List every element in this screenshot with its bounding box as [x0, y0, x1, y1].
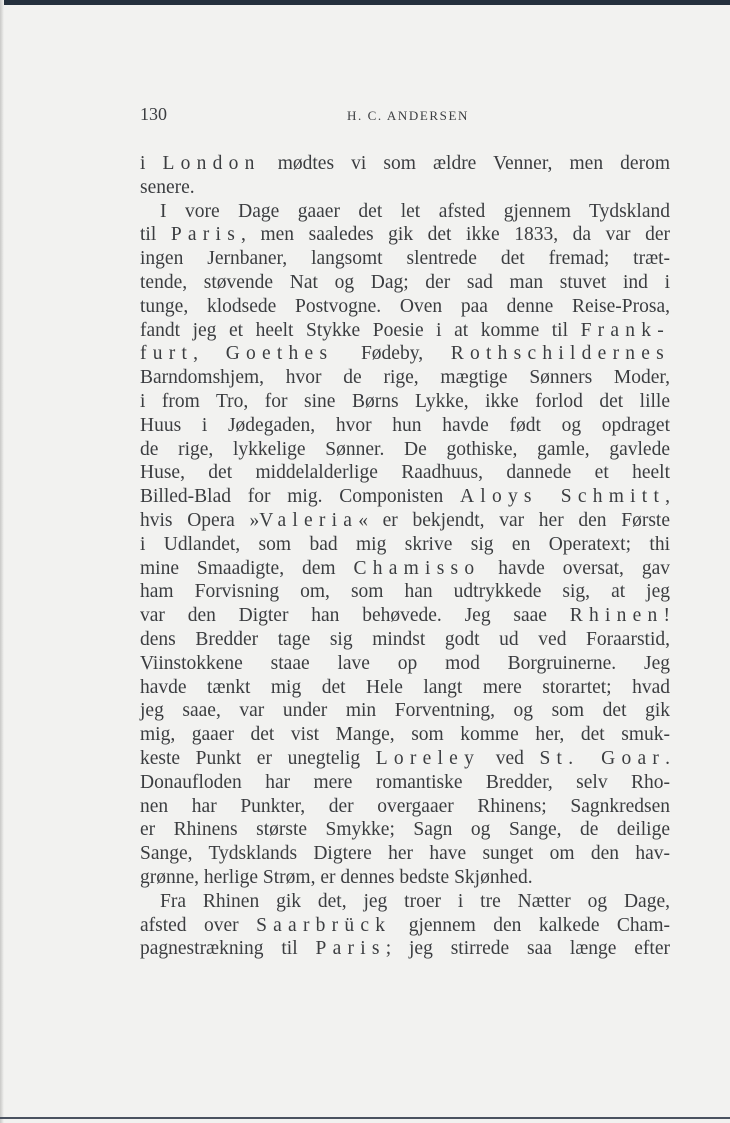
text-line — [140, 771, 670, 795]
text-run: Fra Rhinen gik det, jeg troer i tre Nætter og Dage, — [160, 890, 670, 912]
text-line — [140, 914, 670, 938]
text-run: er Rhinens største Smykke; Sagn og Sange, de deilige — [140, 819, 670, 841]
text-line — [140, 795, 670, 819]
text-run: tende, støvende Nat og Dag; der sad man stuvet ind i — [140, 271, 670, 293]
text-line — [140, 200, 670, 224]
text-line — [140, 509, 670, 533]
text-run: dens Bredder tage sig mindst godt ud ved Foraarstid, — [140, 628, 670, 650]
text-run: mig, gaaer det vist Mange, som komme her, det smuk- — [140, 724, 670, 746]
text-line — [140, 438, 670, 462]
text-run: , men saaledes gik det ikke 1833, da var der — [241, 224, 670, 246]
text-run: mine Smaadigte, dem — [140, 557, 354, 579]
text-line — [140, 723, 670, 747]
text-run: « er bekjendt, var her den Første — [358, 509, 670, 531]
text-run: ved — [480, 747, 540, 769]
text-run: ; jeg stirrede saa længe efter — [385, 938, 670, 960]
text-line — [140, 485, 670, 509]
text-run: mødtes vi som ældre Venner, men derom — [260, 153, 670, 174]
text-run: hvis Opera » — [140, 509, 260, 531]
spaced-name: Rhinen — [569, 605, 664, 627]
text-run: keste Punkt er unegtelig — [140, 747, 376, 769]
running-head: H. C. ANDERSEN — [346, 108, 470, 123]
text-line — [140, 818, 670, 842]
text-run: Viinstokkene staae lave op mod Borgruinerne. Jeg — [140, 652, 670, 674]
text-run: Huus i Jødegaden, hvor hun havde født og opdraget — [140, 414, 670, 436]
spaced-name: Rothschildernes — [450, 343, 671, 365]
text-line — [140, 557, 670, 581]
text-run: havde oversat, gav — [480, 557, 670, 579]
text-line — [140, 295, 670, 319]
text-line — [140, 342, 670, 366]
text-run: havde tænkt mig det Hele langt mere storartet; hvad — [140, 676, 670, 698]
text-run: Huse, det middelalderlige Raadhuus, dannede et heelt — [140, 462, 670, 484]
page-body-text — [140, 152, 670, 961]
spaced-name: Valeria — [259, 509, 359, 531]
text-line — [140, 676, 670, 700]
text-line — [140, 319, 670, 343]
text-run: til — [140, 224, 171, 246]
text-run: . — [665, 747, 670, 769]
text-run: jeg saae, var under min Forventning, og som det gik — [140, 700, 670, 722]
spaced-name: Goethes — [225, 343, 334, 365]
text-run: Sange, Tydsklands Digtere her have sunget om den hav- — [140, 843, 670, 865]
text-line — [140, 890, 670, 914]
text-line — [140, 247, 670, 271]
text-run: ingen Jernbaner, langsomt slentrede det fremad; træt- — [140, 248, 670, 270]
text-line — [140, 176, 670, 200]
text-line — [140, 390, 670, 414]
paragraph — [140, 890, 670, 961]
spaced-name: furt — [140, 343, 194, 365]
spaced-name: Paris — [315, 938, 386, 960]
text-run: var den Digter han behøvede. Jeg saae — [140, 605, 570, 627]
text-run: i from Tro, for sine Børns Lykke, ikke forlod det lille — [140, 390, 670, 412]
text-line — [140, 747, 670, 771]
text-run: Donaufloden har mere romantiske Bredder, selv Rho- — [140, 771, 670, 793]
text-run: ! — [663, 605, 670, 627]
text-run: I vore Dage gaaer det let afsted gjennem Tydskland — [160, 200, 670, 222]
text-run: senere. — [140, 176, 195, 198]
text-line — [140, 271, 670, 295]
text-run: Billed-Blad for mig. Componisten — [140, 486, 460, 508]
text-line — [140, 533, 670, 557]
text-line — [140, 223, 670, 247]
text-run: ham Forvisning om, som han udtrykkede sig, at jeg — [140, 581, 670, 603]
spaced-name: Aloys Schmitt — [459, 486, 666, 508]
text-run: , — [193, 343, 226, 365]
text-run: i Udlandet, som bad mig skrive sig en Operatext; thi — [140, 533, 670, 555]
spaced-name: Frank- — [580, 319, 670, 341]
text-line — [140, 152, 670, 176]
text-run: afsted over — [140, 914, 257, 936]
spaced-name: Loreley — [375, 747, 481, 769]
spaced-name: Chamisso — [353, 557, 481, 579]
spaced-name: London — [162, 153, 261, 174]
page-number: 130 — [140, 104, 167, 124]
text-run: tunge, klodsede Postvogne. Oven paa denne Reise-Prosa, — [140, 295, 670, 317]
text-line — [140, 604, 670, 628]
text-run: nen har Punkter, der overgaaer Rhinens; Sagnkredsen — [140, 795, 670, 817]
text-run: i — [140, 153, 163, 174]
text-run: de rige, lykkelige Sønner. De gothiske, gamle, gavlede — [140, 438, 670, 460]
text-line — [140, 699, 670, 723]
spaced-name: Saarbrück — [256, 914, 392, 936]
scan-top-edge — [0, 0, 730, 5]
scan-bottom-edge — [0, 1117, 730, 1119]
text-run: pagnestrækning til — [140, 938, 316, 960]
scan-left-shadow — [0, 0, 4, 1123]
spaced-name: St. Goar — [539, 747, 666, 769]
text-line — [140, 842, 670, 866]
text-line — [140, 414, 670, 438]
text-line — [140, 580, 670, 604]
paragraph — [140, 152, 670, 200]
text-run: Barndomshjem, hvor de rige, mægtige Sønners Moder, — [140, 367, 670, 389]
text-run: grønne, herlige Strøm, er dennes bedste Skjønhed. — [140, 866, 533, 888]
paragraph — [140, 200, 670, 890]
text-line — [140, 937, 670, 961]
text-line — [140, 652, 670, 676]
spaced-name: Paris — [170, 224, 242, 246]
text-line — [140, 866, 670, 890]
text-run: Fødeby, — [333, 343, 451, 365]
text-run: , — [665, 486, 670, 508]
text-line — [140, 461, 670, 485]
text-run: gjennem den kalkede Cham- — [391, 914, 670, 936]
text-line — [140, 628, 670, 652]
text-run: fandt jeg et heelt Stykke Poesie i at komme til — [140, 319, 581, 341]
text-line — [140, 366, 670, 390]
